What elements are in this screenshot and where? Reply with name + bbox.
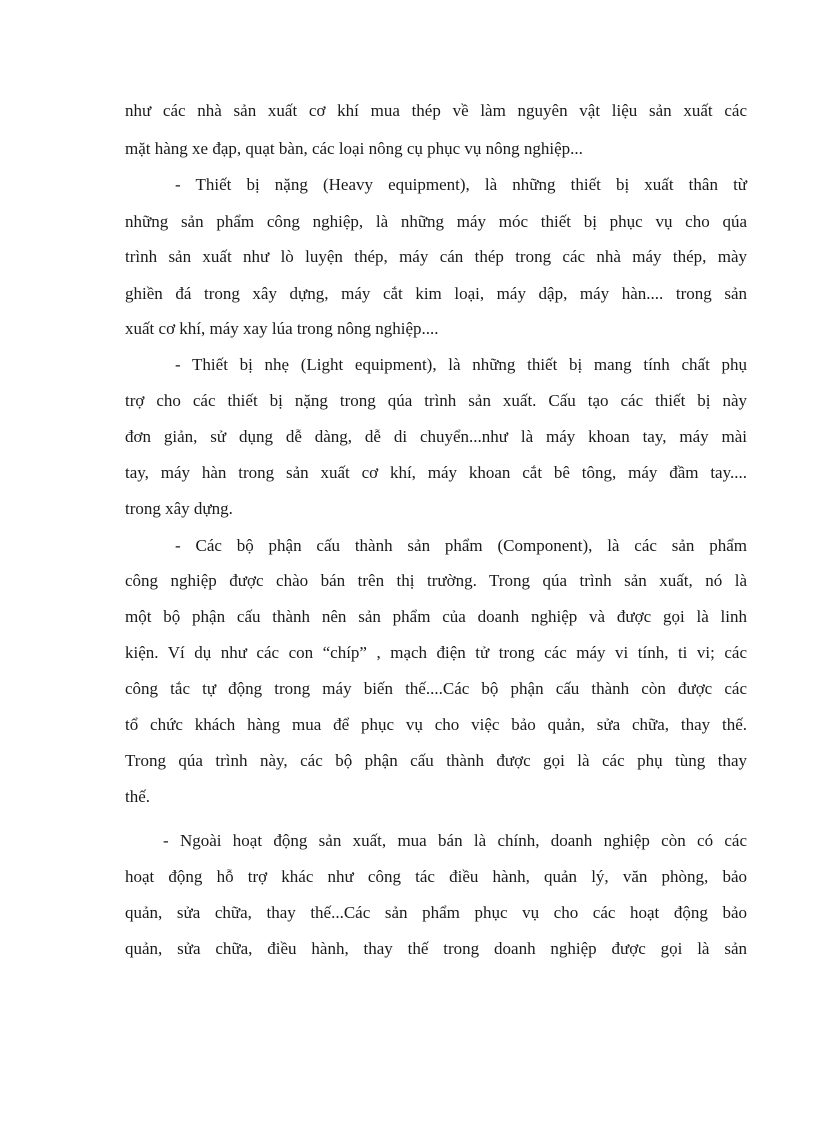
text-line: tổ chức khách hàng mua để phục vụ cho việc bảo quản, sửa chữa, thay thế. [125, 715, 747, 734]
text-line: những sản phẩm công nghiệp, là những máy móc thiết bị phục vụ cho qúa [125, 212, 747, 231]
text-line: quản, sửa chữa, thay thế...Các sản phẩm phục vụ cho các hoạt động bảo [125, 903, 747, 922]
text-line: công tắc tự động trong máy biến thế....Các bộ phận cấu thành còn được các [125, 679, 747, 698]
text-line: đơn giản, sử dụng dễ dàng, dễ di chuyển...như là máy khoan tay, máy mài [125, 427, 747, 446]
text-line: - Ngoài hoạt động sản xuất, mua bán là chính, doanh nghiệp còn có các [163, 831, 747, 850]
text-line: công nghiệp được chào bán trên thị trường. Trong qúa trình sản xuất, nó là [125, 571, 747, 590]
text-line: thế. [125, 787, 151, 806]
text-line: một bộ phận cấu thành nên sản phẩm của doanh nghiệp và được gọi là linh [125, 607, 747, 626]
text-line: trình sản xuất như lò luyện thép, máy cán thép trong các nhà máy thép, mày [125, 247, 747, 266]
text-line: - Thiết bị nặng (Heavy equipment), là những thiết bị xuất thân từ [175, 175, 747, 194]
text-line: xuất cơ khí, máy xay lúa trong nông nghiệp.... [125, 319, 439, 338]
text-line: trợ cho các thiết bị nặng trong qúa trình sản xuất. Cấu tạo các thiết bị này [125, 391, 747, 410]
text-line: kiện. Ví dụ như các con “chíp” , mạch điện tử trong các máy vi tính, ti vi; các [125, 643, 747, 662]
text-line: - Các bộ phận cấu thành sản phẩm (Component), là các sản phẩm [175, 536, 747, 555]
text-line: tay, máy hàn trong sản xuất cơ khí, máy khoan cắt bê tông, máy đầm tay.... [125, 463, 747, 482]
text-line: như các nhà sản xuất cơ khí mua thép về làm nguyên vật liệu sản xuất các [125, 101, 747, 120]
text-line: - Thiết bị nhẹ (Light equipment), là những thiết bị mang tính chất phụ [175, 355, 747, 374]
text-line: ghiền đá trong xây dựng, máy cắt kim loại, máy dập, máy hàn.... trong sản [125, 284, 747, 303]
text-line: trong xây dựng. [125, 499, 233, 518]
text-line: hoạt động hỗ trợ khác như công tác điều hành, quản lý, văn phòng, bảo [125, 867, 747, 886]
text-line: mặt hàng xe đạp, quạt bàn, các loại nông cụ phục vụ nông nghiệp... [125, 139, 583, 158]
text-line: quản, sửa chữa, điều hành, thay thế trong doanh nghiệp được gọi là sản [125, 939, 747, 958]
text-line: Trong qúa trình này, các bộ phận cấu thành được gọi là các phụ tùng thay [125, 751, 747, 770]
